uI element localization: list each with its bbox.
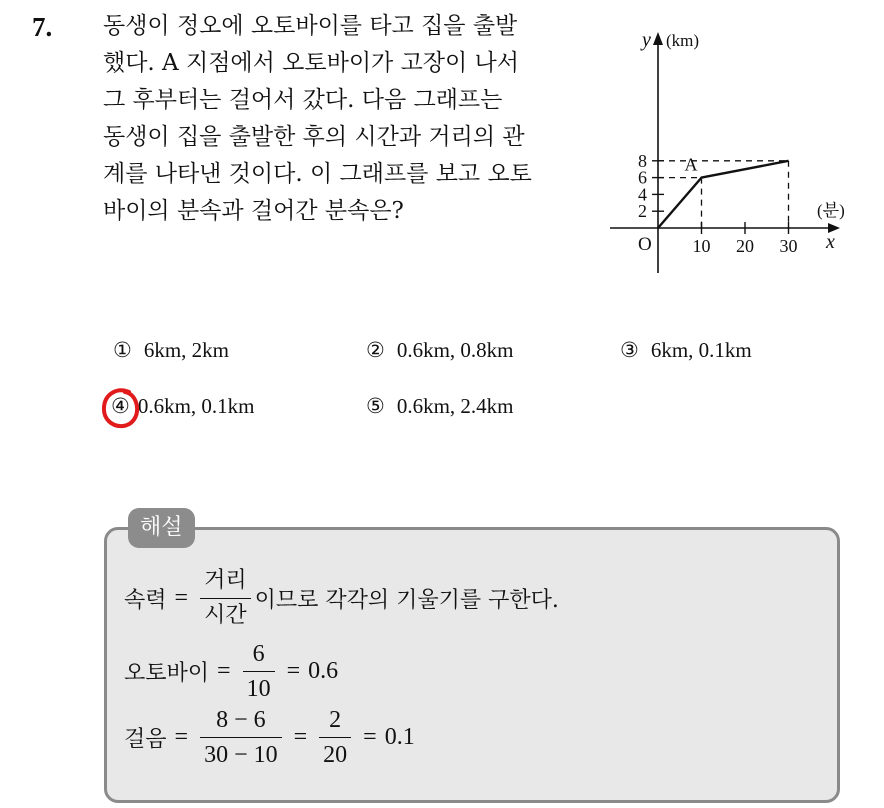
y-tick-label: 8 — [638, 150, 647, 171]
question-number: 7. — [32, 12, 53, 42]
question-line: 했다. A 지점에서 오토바이가 고장이 나서 — [103, 50, 519, 76]
speed-label: 속력 — [124, 588, 167, 613]
fraction-bar — [200, 737, 282, 738]
y-axis-unit: (km) — [666, 31, 700, 50]
walk-label: 걸음 — [124, 727, 167, 752]
fraction-numerator: 거리 — [204, 568, 247, 593]
explanation-tag: 해설 — [128, 508, 195, 548]
point-a-label: A — [684, 154, 698, 175]
x-tick-label: 10 — [692, 236, 711, 256]
y-axis-label: y — [642, 29, 651, 51]
option-1[interactable] — [113, 338, 229, 363]
option-number: ⑤ — [366, 394, 385, 418]
fraction-bar — [243, 671, 275, 672]
bike-label: 오토바이 — [124, 661, 210, 686]
option-number: ① — [113, 338, 132, 362]
option-number: ④ — [111, 394, 130, 418]
y-tick-label: 6 — [638, 167, 647, 188]
question-line: 동생이 정오에 오토바이를 타고 집을 출발 — [103, 13, 518, 39]
speed-suffix: 이므로 각각의 기울기를 구한다. — [254, 588, 559, 613]
equals-sign: = — [363, 724, 377, 750]
walk-fraction — [200, 706, 282, 769]
question-line: 계를 나타낸 것이다. 이 그래프를 보고 오토 — [103, 161, 532, 187]
question-text — [103, 8, 583, 230]
fraction-denominator: 20 — [323, 742, 348, 768]
option-number: ② — [366, 338, 385, 362]
y-axis-arrow — [653, 32, 663, 45]
speed-fraction — [200, 567, 251, 630]
option-3[interactable] — [620, 338, 752, 363]
bike-speed-formula — [124, 640, 338, 703]
distance-time-graph — [604, 18, 874, 288]
fraction-bar — [200, 598, 251, 599]
x-axis-label: x — [826, 231, 835, 253]
bike-result: 0.6 — [308, 658, 339, 684]
question-line: 바이의 분속과 걸어간 분속은? — [103, 198, 404, 224]
speed-formula — [124, 567, 559, 630]
fraction-numerator: 6 — [252, 641, 265, 667]
walk-result: 0.1 — [384, 724, 415, 750]
equals-sign: = — [217, 658, 231, 684]
option-text: 0.6km, 0.8km — [396, 338, 514, 362]
equals-sign: = — [174, 585, 189, 611]
equals-sign: = — [286, 658, 301, 684]
fraction-denominator: 30 − 10 — [204, 742, 278, 768]
walk-speed-formula — [124, 706, 415, 769]
equals-sign: = — [174, 724, 189, 750]
equals-sign: = — [293, 724, 308, 750]
option-text: 6km, 2km — [143, 338, 229, 362]
question-line: 동생이 집을 출발한 후의 시간과 거리의 관 — [103, 124, 525, 150]
option-5[interactable] — [366, 394, 514, 419]
fraction-numerator: 8 − 6 — [216, 707, 266, 733]
walk-fraction-simplified — [319, 706, 351, 769]
origin-label: O — [638, 234, 652, 255]
option-number: ③ — [620, 338, 639, 362]
option-text: 0.6km, 2.4km — [396, 394, 514, 418]
x-tick-label: 30 — [779, 236, 798, 256]
y-tick-label: 2 — [638, 201, 647, 222]
fraction-denominator: 시간 — [204, 603, 247, 628]
option-text: 0.6km, 0.1km — [137, 394, 255, 418]
x-tick-label: 20 — [736, 236, 754, 256]
y-tick-label: 4 — [638, 184, 647, 205]
fraction-bar — [319, 737, 351, 738]
data-line — [658, 161, 789, 228]
option-2[interactable] — [366, 338, 514, 363]
fraction-denominator: 10 — [246, 676, 271, 702]
bike-fraction — [243, 640, 275, 703]
question-line: 그 후부터는 걸어서 갔다. 다음 그래프는 — [103, 87, 503, 113]
fraction-numerator: 2 — [329, 707, 342, 733]
answer-circle-mark — [101, 386, 141, 430]
x-axis-unit: (분) — [817, 201, 845, 220]
option-text: 6km, 0.1km — [650, 338, 752, 362]
